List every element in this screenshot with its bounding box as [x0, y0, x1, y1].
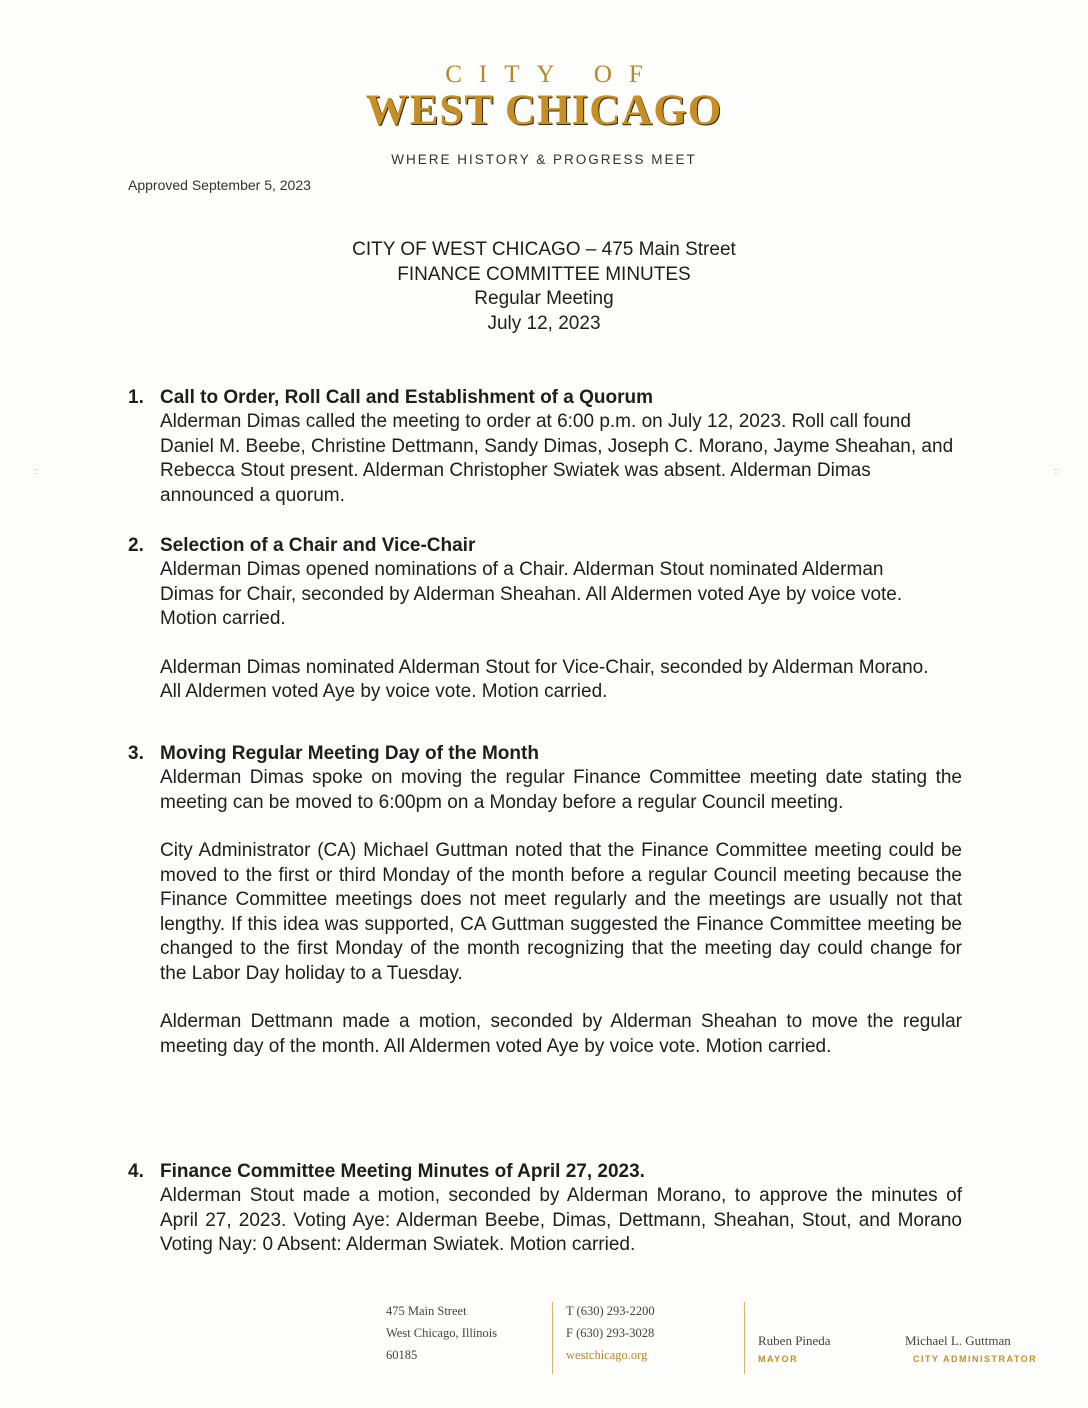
agenda-item-2 — [128, 534, 962, 705]
item-paragraph: Alderman Dimas called the meeting to order at 6:00 p.m. on July 12, 2023. Roll call found Daniel M. Beebe, Christine Dettmann, Sandy Dimas, Joseph C. Morano, Jayme Sheahan, and Rebecca Stout present. Alderman Christopher Swiatek was absent. Alderman Dimas announced a quorum. — [160, 411, 954, 506]
item-title: Selection of a Chair and Vice-Chair — [160, 535, 476, 556]
heading-line-1: CITY OF WEST CHICAGO – 475 Main Street — [352, 239, 736, 260]
margin-mark-right: :: — [1054, 466, 1060, 476]
footer-administrator — [905, 1330, 1037, 1366]
item-paragraph: Alderman Stout made a motion, seconded by Alderman Morano, to approve the minutes of April 27, 2023. Voting Aye: Alderman Beebe, Dimas, Dettmann, Sheahan, Stout, and Morano Voting Nay: 0 Absent: Alderman Swiatek. Motion carried. — [160, 1185, 962, 1255]
mayor-name: Ruben Pineda — [758, 1333, 831, 1348]
item-title: Moving Regular Meeting Day of the Month — [160, 743, 539, 764]
item-paragraph: Alderman Dettmann made a motion, seconded by Alderman Sheahan to move the regular meeting day of the month. All Aldermen voted Aye by voice vote. Motion carried. — [160, 1011, 962, 1057]
footer-phone: T (630) 293-2200 — [566, 1304, 655, 1318]
logo-city-name: WEST CHICAGO — [365, 87, 723, 134]
item-paragraph: Alderman Dimas spoke on moving the regular Finance Committee meeting date stating the meeting can be moved to 6:00pm on a Monday before a regular Council meeting. — [160, 767, 962, 813]
administrator-name: Michael L. Guttman — [905, 1333, 1011, 1348]
mayor-title: MAYOR — [758, 1354, 799, 1364]
item-title: Call to Order, Roll Call and Establishment of a Quorum — [160, 387, 654, 408]
footer-divider — [552, 1302, 553, 1374]
footer-mayor — [758, 1330, 831, 1366]
heading-line-4: July 12, 2023 — [487, 312, 601, 334]
agenda-item-4 — [128, 1160, 962, 1258]
item-title: Finance Committee Meeting Minutes of April 27, 2023. — [160, 1161, 645, 1182]
item-number: 2. — [128, 535, 144, 556]
footer-address — [386, 1300, 497, 1366]
item-number: 4. — [128, 1161, 144, 1182]
logo-tagline: WHERE HISTORY & PROGRESS MEET — [391, 152, 697, 167]
footer-zip: 60185 — [386, 1348, 418, 1362]
agenda-item-1 — [128, 386, 962, 508]
margin-mark-left: :: — [34, 466, 40, 476]
city-logo — [0, 62, 1088, 167]
item-paragraph: City Administrator (CA) Michael Guttman noted that the Finance Committee meeting could be moved to the first or third Monday of the month before a regular Council meeting because the Finance Committee meetings does not meet regularly and the meetings are usually not that lengthy. If this idea was supported, CA Guttman suggested the Finance Committee meeting be changed to the first Monday of the month recognizing that the meeting day could change for the Labor Day holiday to a Tuesday. — [160, 840, 962, 984]
heading-line-3: Regular Meeting — [474, 288, 614, 309]
logo-city-of: CITY OF — [445, 61, 660, 88]
footer-fax: F (630) 293-3028 — [566, 1326, 655, 1340]
footer-website-link[interactable]: westchicago.org — [566, 1348, 648, 1362]
heading-line-2: FINANCE COMMITTEE MINUTES — [397, 263, 691, 285]
approval-date: Approved September 5, 2023 — [128, 177, 311, 193]
administrator-title: CITY ADMINISTRATOR — [913, 1354, 1038, 1364]
footer-city-state: West Chicago, Illinois — [386, 1326, 498, 1340]
item-paragraph: Alderman Dimas nominated Alderman Stout for Vice-Chair, seconded by Alderman Morano. All Aldermen voted Aye by voice vote. Motion carried. — [160, 656, 929, 702]
agenda-item-3 — [128, 742, 962, 1059]
item-number: 1. — [128, 387, 144, 408]
letterhead-footer — [0, 1300, 1088, 1380]
item-number: 3. — [128, 743, 144, 764]
footer-contact — [566, 1300, 655, 1366]
footer-divider — [744, 1302, 745, 1374]
document-heading — [0, 238, 1088, 336]
footer-street: 475 Main Street — [386, 1304, 467, 1318]
item-paragraph: Alderman Dimas opened nominations of a Chair. Alderman Stout nominated Alderman Dimas for Chair, seconded by Alderman Sheahan. All Aldermen voted Aye by voice vote. Motion carried. — [160, 559, 903, 629]
